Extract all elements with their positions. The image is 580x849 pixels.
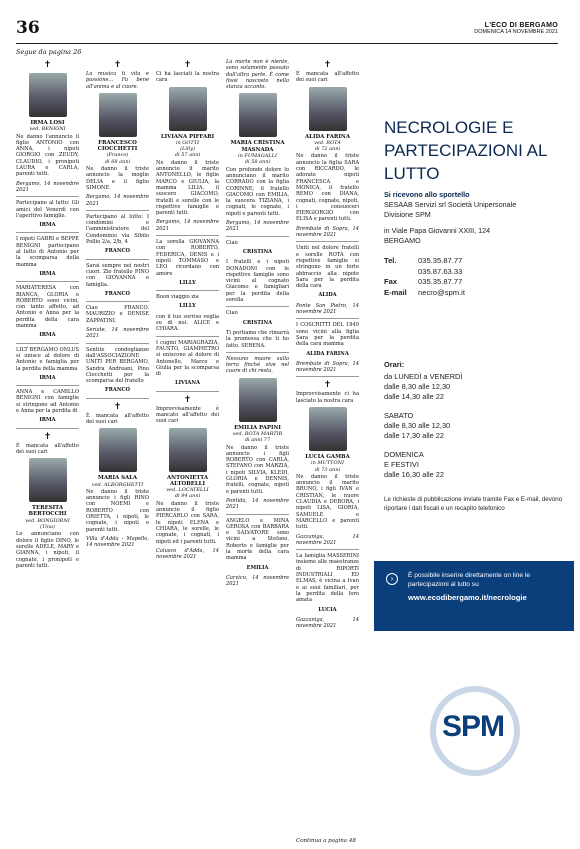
portrait-photo [239,378,277,422]
divider [296,241,359,242]
notice-quote: Nessuno muore sulla terra finché vive nel cuore di chi resta. [226,355,289,375]
deceased-name: LIVIANA PIFFARI [160,133,215,140]
deceased-name: ANTONIETTA ALTOBELLI [166,474,209,487]
notice-signature: ALIDA FARINA [306,350,349,357]
page-number: 36 [16,18,40,38]
hours-line: dalle 14,30 alle 22 [384,392,444,401]
notice-place-date: Bergamo, 14 novembre 2021 [16,180,79,193]
notice-signature: IRMA [39,374,56,381]
notice-text: La famiglia MASSERINI insieme alle maestranze di RIPORTI INDUSTRIALI ED ELMAS, è vicina a Ivan e ai suoi familiari, per la perdita della loro amata [296,553,359,604]
notice-text: Ciao [226,310,238,317]
portrait-photo [239,93,277,137]
notice-signature: IRMA [39,332,56,339]
notice-text: ANNA e CAMILLO BENIGNI con famiglie si stringono ad Antonio e Anna per la perdita di [16,389,79,414]
hours-line: dalle 8,30 alle 12,30 [384,421,451,430]
deceased-subname: ved. LOCATELLI [166,487,209,494]
header-rule [16,43,558,44]
portrait-photo [99,93,137,137]
notice-text: Uniti nel dolore fratelli e sorelle ROTA con rispettive famiglie si stringono in un forte abbraccio alla nipote Sara per la perdita della cara [296,245,359,290]
notice-signature: CRISTINA [242,319,273,326]
tel-label: Tel. [384,256,397,265]
notice-place-date: Gazzaniga, 14 novembre 2021 [296,533,359,546]
fax-email-note: Le richieste di pubblicazione inviate tramite Fax e E-mail, devono riportare i dati fiscali e un recapito telefonico [384,496,563,512]
divider [226,236,289,237]
notice-quote: La morte non è niente, sono solamente passato dall'altra parte. È come fossi nascosto nella stanza accanto. [226,59,289,91]
notice-text: Partecipano al lutto: I condòmini e l'amministratore del Condominio via Sibilo Pollio 2/a, 2/b, 4 [86,213,149,246]
deceased-subname: in GOTTI [175,139,200,146]
notice-place-date: Calusco d'Adda, 14 novembre 2021 [156,547,219,561]
necrology-info-panel [372,46,580,849]
notice-text: Ciao [226,239,238,246]
notice-body: Ne danno il triste annuncio il marito ANTONELLO, le figlie MARCO e GIULIA, la mamma LILIA, il suocero GIACOMO, fratelli e sorelle con le rispettive famiglie e parenti tutti. [156,159,219,217]
notice-text: È mancata all'affetto dei suoi cari [16,442,79,455]
divider [296,376,359,377]
notice-body: Ne danno il triste annuncio i figli RINO con NOEMI e ROBERTO con ORIETTA, i nipoti, le cognate, i nipoti e parenti tutti. [86,488,149,533]
notice-body: I fratelli e i nipoti DONADONI con le rispettive famiglie sono vicini al cognato Giacomo e famigliari per la perdita della sorella [226,259,289,304]
notice-place-date: Pontida, 14 novembre 2021 [226,497,289,511]
obituary-column-5 [296,58,359,838]
notice-place-date: Brembate di Sopra, 14 novembre 2021 [296,225,359,239]
portrait-photo [169,87,207,131]
notice-place-date: Bergamo, 14 novembre 2021 [86,194,149,207]
hours-line: da LUNEDÌ a VENERDÌ [384,372,463,381]
divider [226,306,289,307]
hours-line: dalle 8,30 alle 12,30 [384,382,451,391]
notice-signature: FRANCO [105,248,130,255]
online-banner [374,561,574,631]
hours-line: dalle 16,30 alle 22 [384,470,444,479]
deceased-age: di 94 anni [174,493,201,500]
panel-title: NECROLOGIE E PARTECIPAZIONI AL LUTTO [384,118,547,183]
notice-signature: LUCIA [318,606,337,613]
divider [16,196,79,197]
notice-signature: CRISTINA [242,248,273,255]
divider [86,398,149,399]
notice-body: Ne danno il triste annuncio la figlia SARA con RICCARDO, le adorate nipoti FRANCESCA e MONICA, il fratello REMO con DIANA, cognati, cognate, nipoti, i consuoceri PIERGIORGIO con ELISA e parenti tutti. [296,153,359,223]
divider [16,385,79,386]
notice-text: Ne danno l'annuncio il figlio ANTONIO con ANNA, i nipoti GIORGIO con ZEUDY, CLAUDIO, i pronipoti LAURA e CARLA, parenti tutti. [16,133,79,178]
obituary-column-4 [226,58,289,838]
notice-body: Ne danno il triste annuncio i figli ROBERTO con CARLA, STEFANO con MARZIA, i nipoti SILVIA, KLEDI, GLORIA e DENNIS, fratelli, cognate, nipoti e parenti tutti. [226,444,289,495]
deceased-subname: ved. ROTA [314,139,341,146]
hours-line: dalle 17,30 alle 22 [384,431,444,440]
hours-line: SABATO [384,411,414,420]
email-label: E-mail [384,287,407,297]
notice-signature: FRANCO [105,290,130,297]
deceased-name: FRANCESCO CIOCCHETTI [97,139,138,153]
notice-place-date: Bergamo, 14 novembre 2021 [226,220,289,233]
notice-text: Partecipano al lutto: Gli amici del Venerdì con l'aperitivo famiglie. [16,200,79,219]
divider [16,343,79,344]
fax-label: Fax [384,277,398,286]
deceased-name: MARIA SALA [97,475,138,482]
notice-place-date: Brembate di Sopra, 14 novembre 2021 [296,360,359,374]
deceased-age: di 58 anni [244,159,271,166]
notice-body: con il tuo sorriso veglia su di noi. ALICE e CHIARA. [156,313,219,333]
notice-text: I COSCRITTI DEL 1949 sono vicini alla figlia Sara per la perdita della cara mamma [296,322,359,348]
divider [86,210,149,211]
lead-line: Divisione SPM [384,210,431,219]
notice-signature: ALIDA [318,292,337,299]
masthead [474,22,558,35]
cross-icon: ✝ [183,394,192,405]
deceased-subname: ved. BENIGNI [29,126,66,133]
divider [156,235,219,236]
notice-signature: IRMA [39,222,56,229]
issue-date: DOMENICA 14 NOVEMBRE 2021 [474,29,558,35]
portrait-photo [169,428,207,472]
notice-text: La musica ti vita e passione... Fa bene all'anima e al cuore. [86,71,149,90]
deceased-name: TERESITA BERTOCCHI [28,505,67,518]
obituary-column-3 [156,58,219,838]
notice-text: Sentite condoglianze dall'ASSOCIAZIONE UNITI PER BERGAMO, Sandra Andreani, Pino Ciocchetti per la scomparsa del fratello [86,346,149,385]
office-address [384,190,516,246]
divider [86,259,149,260]
divider [156,336,219,337]
divider [86,343,149,344]
notice-signature: LIVIANA [175,380,200,387]
divider [296,549,359,550]
lead-line: in Viale Papa Giovanni XXIII, 124 [384,226,491,235]
notice-place-date: Carvico, 14 novembre 2021 [226,574,289,588]
divider [16,232,79,233]
tel-number-2[interactable]: 035.87.63.33 [418,266,463,276]
divider [156,391,219,392]
continued-on: Continua a pagina 48 [296,838,356,844]
fax-number[interactable]: 035.35.87.77 [418,277,463,286]
notice-signature: EMILIA [246,564,269,571]
notice-text: Ciao FRANCO. MAURIZIO e DENISE ZAPPATINI. [86,305,149,324]
notice-body: Ne danno il triste annuncio il figlio PIERCARLO con SARA, le nipoti ELENA e CHIARA, le sorelle, le cognate, i cognati, i nipoti ed i parenti tutti. [156,500,219,545]
hours-title: Orari: [384,360,405,369]
notice-text: Sarai sempre nei nostri cuori. Zio fratello PINO con GIOVANNA e famiglia. [86,262,149,288]
notice-signature: FRANCO [105,387,130,394]
deceased-subname: in FUMAGALLI [237,153,278,160]
notice-text: Buon viaggio zia [156,294,199,301]
notice-place-date: Villa d'Adda - Mapello, 14 novembre 2021 [86,535,149,549]
deceased-name: IRMA LOSI [30,120,65,126]
deceased-subname: ved. ALBORGHETTI [91,481,144,488]
deceased-age: di 57 anni [174,152,201,159]
deceased-age: di anni 77 [244,437,271,444]
page-header [0,0,580,46]
deceased-nickname: (Tina) [39,524,56,531]
lead-line: BERGAMO [384,236,421,245]
deceased-name: LUCIA GAMBA [305,453,350,460]
deceased-nickname: (Franco) [106,152,129,159]
obituary-column-1 [16,58,79,838]
notice-text: Improvvisamente ci ha lasciato la nostra cara [296,391,359,404]
notice-signature: IRMA [39,270,56,277]
divider [16,281,79,282]
deceased-name: EMILIA PAPINI [234,424,281,431]
notice-body: Ti portiamo che rimarrà la promessa che ti ho fatto. SERENA. [226,329,289,349]
logo-text: SPM [442,710,505,743]
portrait-photo [309,87,347,131]
notice-place-date: Ponte San Pietro, 14 novembre 2021 [296,302,359,316]
notice-signature: LILLY [179,303,196,310]
notice-signature: LILLY [179,279,196,286]
divider [156,290,219,291]
online-text: È possibile inserire direttamente on line le partecipazioni al lutto su [408,572,531,588]
hours-sunday [384,450,462,480]
notice-text: Improvvisamente è mancato all'affetto dei suoi cari [156,405,219,425]
portrait-photo [29,458,67,502]
notice-body: Ne danno il triste annuncio il marito BRUNO, i figli IVAN e CRISTIAN, le nuore CLAUDIA e DEBORA, i nipoti LISA, GIORIA, SAMUELE e MARCELLO e parenti tutti. [296,473,359,531]
deceased-age: di 72 anni [314,146,341,153]
notice-body: Lo annunciano con dolore il figlio DINO, le sorelle ADELE, MARY e GIANNA, i nipoti, il cognato, i pronipoti e parenti tutti. [16,531,79,569]
deceased-subname: in MUTTONI [311,460,344,467]
cross-icon: ✝ [43,431,52,442]
lead-line: Si ricevono allo sportello [384,190,470,199]
continued-from: Segue da pagina 26 [16,48,82,56]
spm-logo [430,686,520,776]
portrait-photo [99,428,137,472]
notice-text: È mancata all'affetto dei suoi cari [296,71,359,84]
cross-icon: ✝ [113,60,122,70]
hours-line: DOMENICA [384,450,424,459]
deceased-nickname: (Lilly) [180,146,195,153]
notice-place-date: Seriate, 14 novembre 2021 [86,327,149,340]
portrait-photo [29,73,67,117]
tel-number-1[interactable]: 035.35.87.77 [418,256,463,265]
notice-text: I cugini MARIAGRAZIA, FAUSTO, GIAMPIETRO si uniscono al dolore di Antonello, Marco e Giulia per la scomparsa di [156,339,219,378]
portrait-photo [309,407,347,451]
notice-text: MARIATERESA con BIANCA, GLORIA e ROBERTO sono vicini, con tanto affetto, ad Antonio e Anna per la perdita della cara mamma [16,285,79,330]
hours-line: E FESTIVI [384,460,419,469]
notice-body: Con profondo dolore lo annunciano il marito CORRADO con la figlia CORINNE, il fratello GIACOMO con EMILIA, la suocera TIZIANA, i cognati, le cognate, i nipoti e parenti tutti. [226,166,289,217]
divider [86,301,149,302]
deceased-name: MARIA CRISTINA MASNADA [230,140,285,153]
brand-name: L'ECO DI BERGAMO [484,22,558,29]
notice-place-date: Bergamo, 14 novembre 2021 [156,219,219,232]
deceased-age: di 68 anni [104,158,131,165]
hours-weekdays [384,372,462,402]
notice-place-date: Gazzaniga, 14 novembre 2021 [296,616,359,630]
divider [226,514,289,515]
opening-hours [384,360,462,489]
divider [226,352,289,353]
divider [296,318,359,319]
deceased-age: di 73 anni [314,466,341,473]
cross-icon: ✝ [113,401,122,412]
notice-body: Ne danno il triste annuncio la moglie DELIA e il figlio SIMONE. [86,166,149,191]
deceased-subname: ved. BONGIORNI [25,517,70,524]
cross-icon: ✝ [183,60,192,70]
deceased-subname: ved. ROTA MARTIR [232,430,283,437]
notice-text: Ci ha lasciati la nostra cara [156,71,219,84]
lead-line: SESAAB Servizi srl Società Unipersonale [384,200,517,209]
cross-icon: ✝ [323,380,332,391]
cross-icon: ✝ [43,60,52,70]
notice-text: ANGELO e MINA GEROSA con BARBARA e SALVATORE sono vicini a Stefano, Roberto e famiglie per la morte della cara mamma [226,517,289,562]
cross-icon: ✝ [323,60,332,70]
notice-text: I nipoti GABRI e BEPPE BENIGNI partecipano al lutto di Antonio per la scomparsa della mamma [16,236,79,268]
obituary-column-2 [86,58,149,838]
hours-saturday [384,411,462,441]
notice-text: LILT BERGAMO ONLUS si unisce al dolore di Antonio e famiglia per la perdita della mamma [16,346,79,372]
deceased-name: ALIDA FARINA [304,133,351,140]
contacts [384,256,465,298]
arrow-icon: › [386,573,398,585]
divider [16,428,79,429]
notice-text: È mancata all'affetto dei suoi cari [86,412,149,425]
notice-text: La sorella GIOVANNA con ROBERTO, FEDERICA, DENIS e i nipoti TOMMASO e LEO ricordano con amore [156,239,219,277]
email-link[interactable]: necro@spm.it [418,287,465,297]
notice-signature: IRMA [39,417,56,424]
necrology-url-link[interactable]: www.ecodibergamo.it/necrologie [408,593,527,602]
